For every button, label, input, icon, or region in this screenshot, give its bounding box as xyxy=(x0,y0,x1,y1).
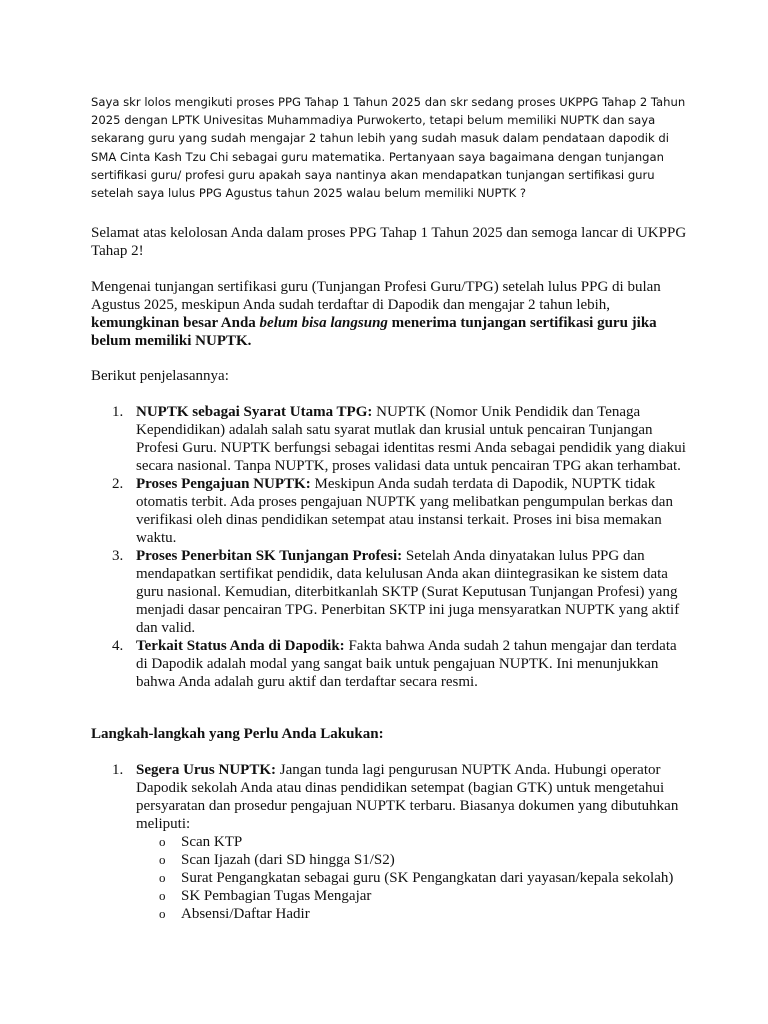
intro-paragraph xyxy=(91,278,691,350)
list-item xyxy=(91,475,691,547)
explanation-lead: Berikut penjelasannya: xyxy=(91,368,229,384)
explanation-list xyxy=(91,403,691,691)
bullet-icon: o xyxy=(159,870,166,885)
list-number: 3. xyxy=(112,548,124,564)
list-item-title: Terkait Status Anda di Dapodik: xyxy=(136,638,345,654)
list-item-title: Proses Penerbitan SK Tunjangan Profesi: xyxy=(136,548,403,564)
document-item: o SK Pembagian Tugas Mengajar xyxy=(159,888,372,904)
bullet-icon: o xyxy=(159,852,166,867)
document-item: o Surat Pengangkatan sebagai guru (SK Pengangkatan dari yayasan/kepala sekolah) xyxy=(159,870,674,886)
list-item-text: NUPTK (Nomor Unik Pendidik dan Tenaga Kependidikan) adalah salah satu syarat mutlak dan krusial untuk pencairan Tunjangan Profesi Guru. NUPTK berfungsi sebagai identitas resmi Anda sebagai pendidik yang diakui secara nasional. Tanpa NUPTK, proses validasi data untuk pencairan TPG akan terhambat. xyxy=(136,404,686,474)
document-item: o Absensi/Daftar Hadir xyxy=(159,906,310,922)
list-item-text: Jangan tunda lagi pengurusan NUPTK Anda. Hubungi operator Dapodik sekolah Anda atau dinas pendidikan setempat (bagian GTK) untuk mengetahui persyaratan dan prosedur pengajuan NUPTK terbaru. Biasanya dokumen yang dibutuhkan meliputi: xyxy=(136,762,679,832)
steps-heading: Langkah-langkah yang Perlu Anda Lakukan: xyxy=(91,726,384,742)
list-number: 1. xyxy=(112,404,124,420)
document-item: o Scan KTP xyxy=(159,834,243,850)
list-item xyxy=(91,761,691,923)
list-number: 1. xyxy=(112,762,124,778)
list-item xyxy=(91,637,691,691)
list-item-title: NUPTK sebagai Syarat Utama TPG: xyxy=(136,404,373,420)
document-item: o Scan Ijazah (dari SD hingga S1/S2) xyxy=(159,852,395,868)
question-paragraph: Saya skr lolos mengikuti proses PPG Tahap 1 Tahun 2025 dan skr sedang proses UKPPG Tahap 2 Tahun 2025 dengan LPTK Univesitas Muhammadiya Purwokerto, tetapi belum memiliki NUPTK dan saya sekarang guru yang sudah mengajar 2 tahun lebih yang sudah masuk dalam pendataan dapodik di SMA Cinta Kash Tzu Chi sebagai guru matematika. Pertanyaan saya bagaimana dengan tunjangan sertifikasi guru/ profesi guru apakah saya nantinya akan mendapatkan tunjangan sertifikasi guru setelah saya lulus PPG Agustus tahun 2025 walau belum memiliki NUPTK ? xyxy=(91,95,686,201)
bullet-icon: o xyxy=(159,888,166,903)
list-item xyxy=(91,403,691,475)
greeting-paragraph: Selamat atas kelolosan Anda dalam proses PPG Tahap 1 Tahun 2025 dan semoga lancar di UKPPG Tahap 2! xyxy=(91,225,687,259)
list-item-title: Segera Urus NUPTK: xyxy=(136,762,276,778)
intro-bold-text: kemungkinan besar Anda belum bisa langsung menerima tunjangan sertifikasi guru jika belum memiliki NUPTK. xyxy=(91,315,657,349)
bullet-icon: o xyxy=(159,834,166,849)
list-item xyxy=(91,547,691,637)
list-number: 2. xyxy=(112,476,124,492)
list-item-text: Meskipun Anda sudah terdata di Dapodik, NUPTK tidak otomatis terbit. Ada proses pengajuan NUPTK yang melibatkan pengumpulan berkas dan verifikasi oleh dinas pendidikan setempat atau instansi terkait. Proses ini bisa memakan waktu. xyxy=(136,476,673,546)
bullet-icon: o xyxy=(159,906,166,921)
intro-bold-italic-text: belum bisa langsung xyxy=(259,315,388,331)
list-item-text: Setelah Anda dinyatakan lulus PPG dan mendapatkan sertifikat pendidik, data kelulusan Anda akan diintegrasikan ke sistem data guru nasional. Kemudian, diterbitkanlah SKTP (Surat Keputusan Tunjangan Profesi) yang menjadi dasar pencairan TPG. Penerbitan SKTP ini juga mensyaratkan NUPTK yang aktif dan valid. xyxy=(136,548,680,636)
list-item-title: Proses Pengajuan NUPTK: xyxy=(136,476,311,492)
steps-list xyxy=(91,761,691,923)
intro-plain-text: Mengenai tunjangan sertifikasi guru (Tunjangan Profesi Guru/TPG) setelah lulus PPG di bulan Agustus 2025, meskipun Anda sudah terdaftar di Dapodik dan mengajar 2 tahun lebih, xyxy=(91,279,661,313)
list-number: 4. xyxy=(112,638,124,654)
documents-list xyxy=(136,833,691,923)
list-item-text: Fakta bahwa Anda sudah 2 tahun mengajar dan terdata di Dapodik adalah modal yang sangat baik untuk pengajuan NUPTK. Ini menunjukkan bahwa Anda adalah guru aktif dan terdaftar secara resmi. xyxy=(136,638,677,690)
